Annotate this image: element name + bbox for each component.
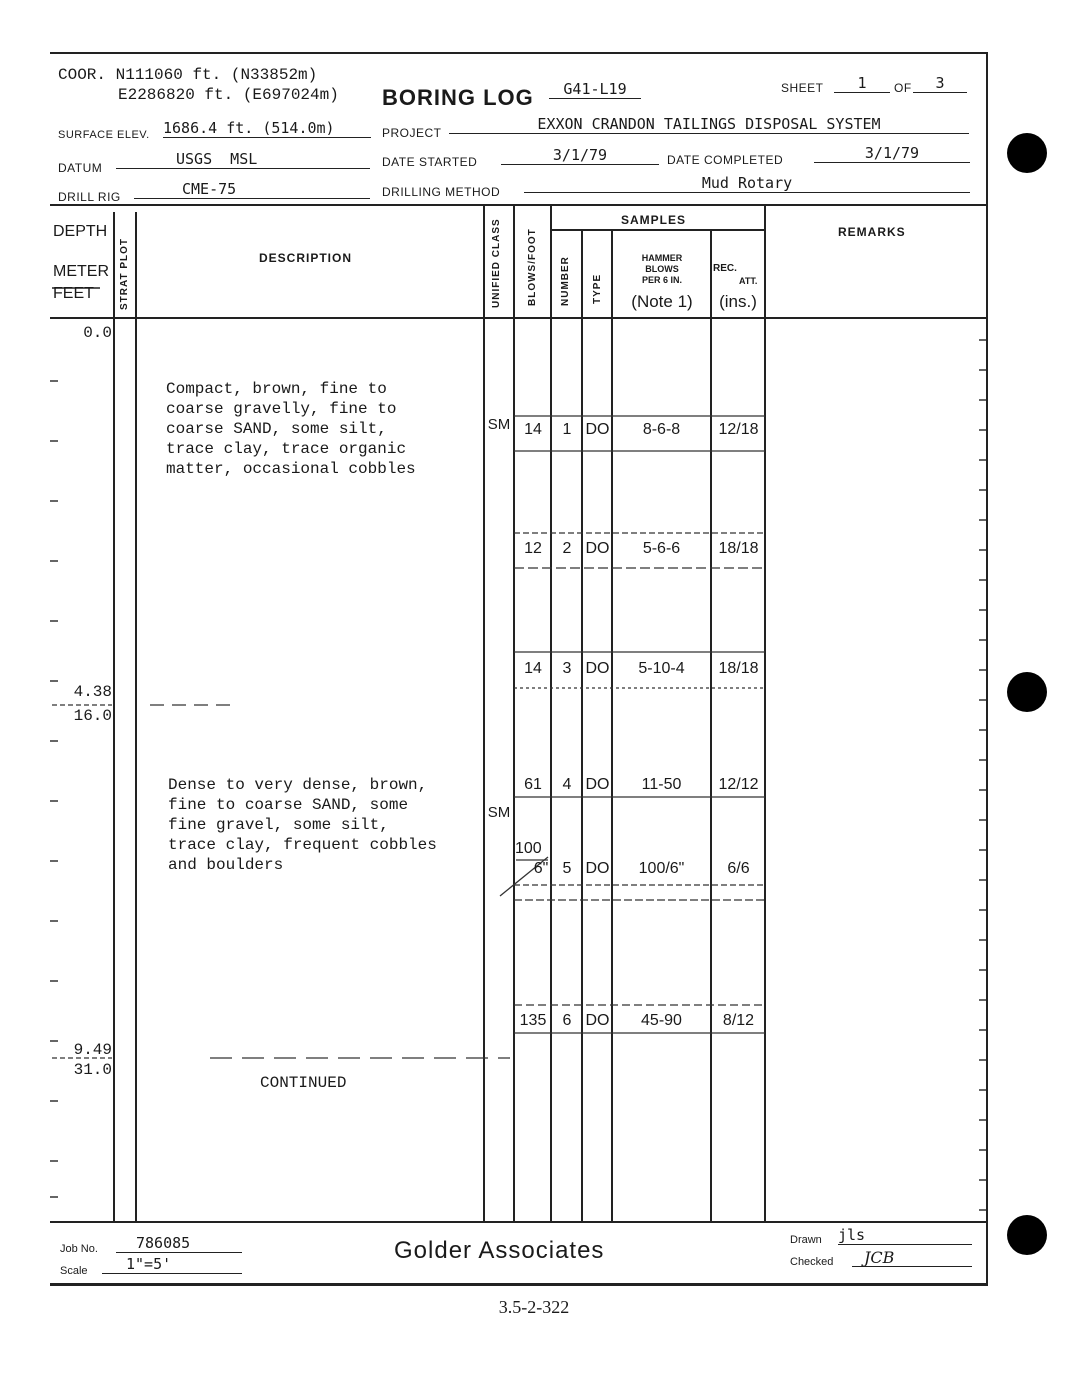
recovery: 18/18 [718,540,759,557]
date-completed-value: 3/1/79 [814,144,970,163]
coor-east: E2286820 ft. (E697024m) [118,86,339,104]
scale-label: Scale [60,1265,88,1277]
job-label: Job No. [60,1243,98,1255]
sample-number: 4 [562,776,572,793]
depth-feet-1: 16.0 [73,707,112,725]
drill-rig-label: DRILL RIG [58,190,121,204]
drilling-method-value: Mud Rotary [524,174,970,193]
project-value: EXXON CRANDON TAILINGS DISPOSAL SYSTEM [449,115,969,134]
col-description: DESCRIPTION [259,251,353,265]
col-unified-class: UNIFIED CLASS [491,218,502,308]
page-title: BORING LOG [382,85,534,110]
sample-number: 2 [562,540,572,557]
blows-value-bottom: 6" [533,860,549,877]
page-number: 3.5-2-322 [498,1297,570,1317]
hammer-blows: 11-50 [641,776,682,793]
drawn-value: jls [838,1226,972,1245]
col-type: TYPE [592,273,603,304]
sample-type: DO [585,776,610,793]
drilling-method-label: DRILLING METHOD [382,185,501,199]
col-meter: METER [53,263,109,280]
recovery: 12/18 [718,421,759,438]
hammer-blows: 45-90 [641,1012,682,1029]
surface-elev-value: 1686.4 ft. (514.0m) [163,119,371,138]
sheet-label: SHEET [781,81,824,95]
col-rec: REC. [713,263,737,274]
col-number: NUMBER [560,256,571,306]
stratum-class: SM [487,416,511,433]
col-att: ATT. [739,276,758,286]
col-blows-foot: BLOWS/FOOT [527,228,538,306]
col-ins: (ins.) [719,292,757,311]
coor-north: N111060 ft. (N33852m) [115,66,318,84]
of-label: OF [894,81,912,95]
sample-type: DO [585,1012,610,1029]
col-hammer [614,253,710,286]
recovery: 18/18 [718,660,759,677]
blows-value: 61 [524,776,542,793]
col-strat-plot: STRAT PLOT [119,237,130,310]
stratum-description: Dense to very dense, brown, fine to coarse SAND, some fine gravel, some silt, trace clay, frequent cobbles and boulders [168,776,437,874]
col-feet: FEET [53,285,94,302]
date-completed-label: DATE COMPLETED [667,153,784,167]
blows-value: 135 [519,1012,547,1029]
sample-number: 6 [562,1012,572,1029]
sample-type: DO [585,421,610,438]
stratum-class: SM [487,804,511,821]
col-depth: DEPTH [53,223,108,240]
datum-label: DATUM [58,161,103,175]
sheet-number: 1 [834,74,890,93]
recovery: 12/12 [718,776,759,793]
blows-value: 14 [524,660,542,677]
coor-label: COOR. [58,66,107,84]
surface-elev-label: SURFACE ELEV. [58,129,150,141]
recovery: 8/12 [722,1012,755,1029]
company-name: Golder Associates [394,1237,605,1264]
sample-number: 1 [562,421,572,438]
date-started-label: DATE STARTED [382,155,478,169]
col-hammer-note: (Note 1) [631,292,693,311]
scale-value: 1"=5' [102,1255,242,1274]
sample-type: DO [585,540,610,557]
blows-value-top: 100 [515,840,542,857]
recovery: 6/6 [727,860,750,877]
depth-meter-1: 4.38 [73,683,112,701]
blows-value: 12 [524,540,542,557]
hammer-blows: 5-10-4 [638,660,685,677]
sample-number: 3 [562,660,572,677]
job-number: 786085 [116,1234,242,1253]
col-hammer-line2: BLOWS [645,264,679,274]
col-hammer-line3: PER 6 IN. [641,275,682,285]
col-samples: SAMPLES [621,213,687,227]
boring-id: G41-L19 [549,80,641,99]
continued-label: CONTINUED [260,1074,347,1092]
depth-feet-2: 31.0 [73,1061,112,1079]
project-label: PROJECT [382,126,442,140]
sheet-total: 3 [913,74,967,93]
blows-value: 14 [524,421,542,438]
col-hammer-line1: HAMMER [641,253,683,263]
depth-meter-2: 9.49 [73,1041,112,1059]
checked-label: Checked [790,1256,834,1268]
drill-rig-value: CME-75 [134,180,370,199]
sample-number: 5 [562,860,572,877]
sample-type: DO [585,860,610,877]
datum-value: USGS MSL [116,150,370,169]
col-remarks: REMARKS [838,225,906,239]
drawn-label: Drawn [790,1234,822,1246]
checked-value: JCB [852,1248,972,1267]
hammer-blows: 8-6-8 [642,421,681,438]
hammer-blows: 100/6" [638,860,685,877]
hammer-blows: 5-6-6 [642,540,681,557]
date-started-value: 3/1/79 [501,146,659,165]
sample-type: DO [585,660,610,677]
stratum-description: Compact, brown, fine to coarse gravelly, fine to coarse SAND, some silt, trace clay, trace organic matter, occasional cobbles [166,380,416,478]
depth-top: 0.0 [83,324,112,342]
